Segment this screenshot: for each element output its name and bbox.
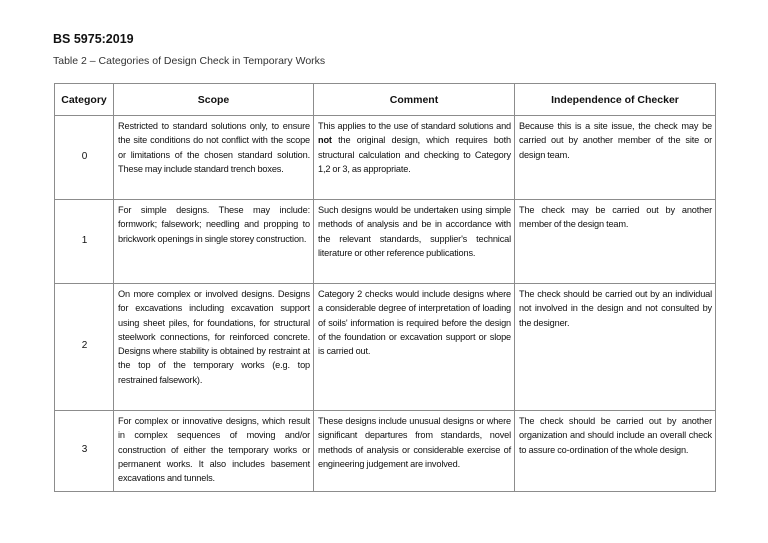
comment-cell <box>314 116 515 200</box>
category-cell: 2 <box>55 284 114 411</box>
document-code: BS 5975:2019 <box>53 32 134 46</box>
table-row <box>55 200 716 284</box>
category-cell: 3 <box>55 411 114 492</box>
header-category: Category <box>55 84 114 116</box>
header-scope: Scope <box>114 84 314 116</box>
comment-emphasis: not <box>318 135 332 146</box>
header-row <box>55 84 716 116</box>
scope-cell: On more complex or involved designs. Designs for excavations including excavation support using sheet piles, for foundations, for structural steelwork connections, for reinforced concrete. Designs where stability is obtained by restraint at the top of the temporary works (e.g. top restrained falsework). <box>114 284 314 411</box>
checker-cell: The check may be carried out by another member of the design team. <box>515 200 716 284</box>
table-row <box>55 411 716 492</box>
table-row <box>55 284 716 411</box>
checker-cell: The check should be carried out by an individual not involved in the design and not consulted by the designer. <box>515 284 716 411</box>
comment-text: the original design, which requires both structural calculation and checking to Category 1,2 or 3, as appropriate. <box>318 135 511 174</box>
header-independence: Independence of Checker <box>515 84 716 116</box>
header-comment: Comment <box>314 84 515 116</box>
design-check-table <box>54 83 716 492</box>
checker-cell: The check should be carried out by another organization and should include an overall check to assure co-ordination of the whole design. <box>515 411 716 492</box>
comment-text: This applies to the use of standard solutions and <box>318 121 511 131</box>
scope-cell: For complex or innovative designs, which result in complex sequences of moving and/or construction of either the temporary works or permanent works. It also includes basement excavations and tunnels. <box>114 411 314 492</box>
category-cell: 1 <box>55 200 114 284</box>
comment-cell: These designs include unusual designs or where significant departures from standards, novel methods of analysis or considerable exercise of engineering judgement are involved. <box>314 411 515 492</box>
scope-cell: Restricted to standard solutions only, to ensure the site conditions do not conflict with the scope or limitations of the chosen standard solution. These may include standard trench boxes. <box>114 116 314 200</box>
comment-cell: Category 2 checks would include designs where a considerable degree of interpretation of loading of soils' information is required before the design of the foundation or excavation support or slope is carried out. <box>314 284 515 411</box>
table-row <box>55 116 716 200</box>
scope-cell: For simple designs. These may include: formwork; falsework; needling and propping to brickwork openings in single storey construction. <box>114 200 314 284</box>
table-caption: Table 2 – Categories of Design Check in Temporary Works <box>53 55 326 67</box>
comment-cell: Such designs would be undertaken using simple methods of analysis and be in accordance with the relevant standards, supplier's technical literature or other reference publications. <box>314 200 515 284</box>
category-cell: 0 <box>55 116 114 200</box>
checker-cell: Because this is a site issue, the check may be carried out by another member of the site or design team. <box>515 116 716 200</box>
